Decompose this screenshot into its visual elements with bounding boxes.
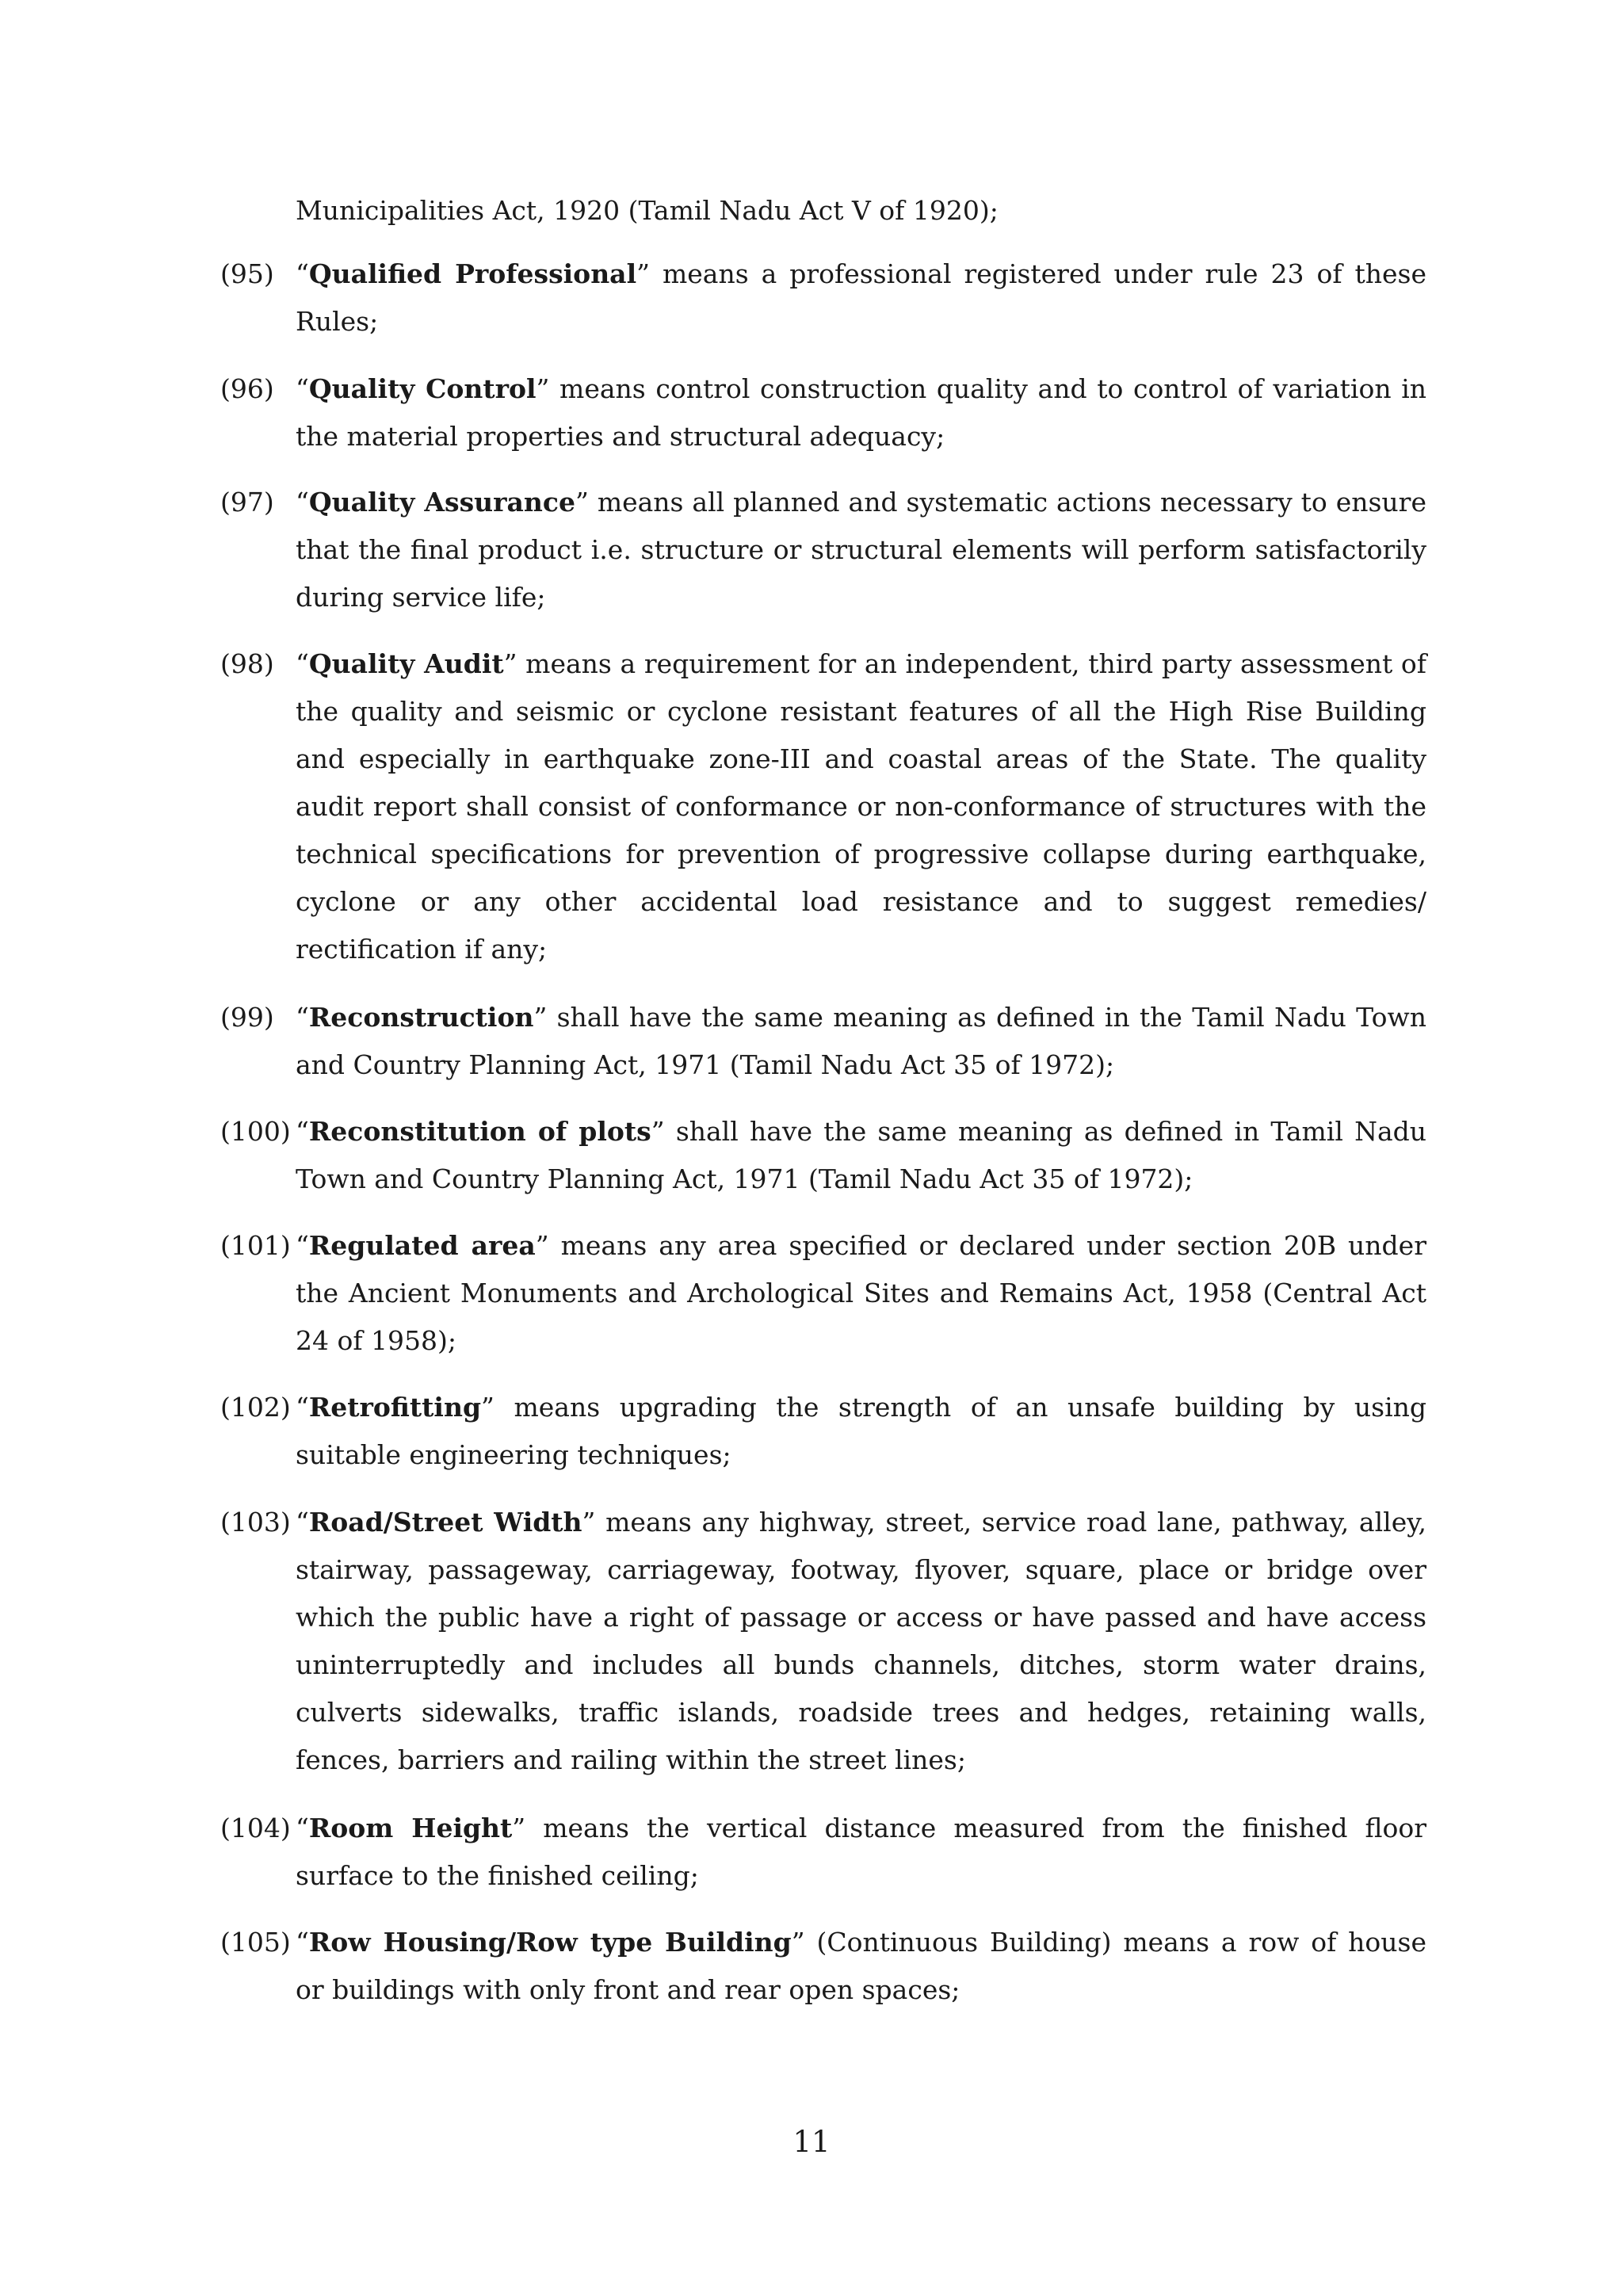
definition-text: means the vertical distance measured from the finished floor surface to the finished ceiling; [296,1813,1427,1891]
definition-term: Quality Control [308,373,537,404]
open-quote: “ [296,1116,309,1147]
definition-term: Retrofitting [308,1392,482,1423]
open-quote: “ [296,1230,309,1261]
close-quote: ” [481,1392,495,1423]
definition-text: means a requirement for an independent, third party assessment of the quality and seismic or cyclone resistant features of all the High Rise Building and especially in earthquake zone-III and coastal areas of the State. The quality audit report shall consist of conformance or non-conformance of structures with the technical specifications for prevention of progressive collapse during earthquake, cyclone or any other accidental load resistance and to suggest remedies/ rectification if any; [296,648,1426,965]
definition-text: means control construction quality and to control of variation in the material properties and structural adequacy; [296,373,1426,452]
close-quote: ” [535,1230,549,1261]
definition-body [296,1805,1426,1900]
definition-number: (104) [220,1813,291,1843]
definition-term: Reconstitution of plots [308,1116,651,1147]
definition-body [296,479,1426,621]
open-quote: “ [296,1927,309,1958]
close-quote: ” [636,258,650,289]
definition-body [296,640,1426,973]
definition-body [296,1108,1426,1203]
open-quote: “ [296,1507,309,1538]
definition-number: (95) [220,258,274,289]
definition-number: (99) [220,1002,274,1033]
definition-term: Reconstruction [308,1002,534,1033]
definition-number: (105) [220,1927,291,1958]
definition-term: Quality Assurance [308,487,576,518]
definition-term: Qualified Professional [308,258,637,289]
definition-body [296,1499,1426,1784]
definition-number: (98) [220,648,274,679]
close-quote: ” [503,648,517,679]
open-quote: “ [296,648,309,679]
close-quote: ” [512,1813,526,1843]
definition-body [296,365,1426,460]
definition-body [296,1919,1426,2014]
definition-body [296,994,1426,1089]
definition-number: (102) [220,1392,291,1423]
open-quote: “ [296,373,309,404]
definition-text: means all planned and systematic actions necessary to ensure that the final product i.e. structure or structural elements will perform satisfactorily during service life; [296,487,1426,613]
definition-text: means upgrading the strength of an unsafe building by using suitable engineering techniques; [296,1392,1426,1470]
definition-number: (101) [220,1230,291,1261]
definition-text: (Continuous Building) means a row of house or buildings with only front and rear open spaces; [296,1927,1426,2005]
definition-text: shall have the same meaning as defined in Tamil Nadu Town and Country Planning Act, 1971 (Tamil Nadu Act 35 of 1972); [296,1116,1426,1194]
definition-body [296,250,1426,346]
close-quote: ” [582,1507,596,1538]
close-quote: ” [533,1002,548,1033]
continuation-text: Municipalities Act, 1920 (Tamil Nadu Act V of 1920); [296,195,999,226]
open-quote: “ [296,487,309,518]
definition-number: (103) [220,1507,291,1538]
definition-text: shall have the same meaning as defined in the Tamil Nadu Town and Country Planning Act, 1971 (Tamil Nadu Act 35 of 1972); [296,1002,1426,1080]
definition-text: means any highway, street, service road lane, pathway, alley, stairway, passageway, carriageway, footway, flyover, square, place or bridge over which the public have a right of passage or access or have passed and have access uninterruptedly and includes all bunds channels, ditches, storm water drains, culverts sidewalks, traffic islands, roadside trees and hedges, retaining walls, fences, barriers and railing within the street lines; [296,1507,1426,1775]
close-quote: ” [791,1927,805,1958]
definition-body [296,1384,1426,1479]
definition-term: Regulated area [308,1230,536,1261]
definition-number: (96) [220,373,274,404]
definition-number: (97) [220,487,274,518]
close-quote: ” [536,373,550,404]
open-quote: “ [296,258,309,289]
close-quote: ” [651,1116,665,1147]
definition-number: (100) [220,1116,291,1147]
definition-term: Row Housing/Row type Building [308,1927,792,1958]
definition-body [296,1222,1426,1365]
definition-text: means a professional registered under rule 23 of these Rules; [296,258,1427,337]
open-quote: “ [296,1392,309,1423]
open-quote: “ [296,1813,309,1843]
close-quote: ” [575,487,589,518]
definition-text: means any area specified or declared under section 20B under the Ancient Monuments and Archological Sites and Remains Act, 1958 (Central Act 24 of 1958); [296,1230,1426,1356]
definition-term: Road/Street Width [308,1507,582,1538]
definition-term: Room Height [308,1813,513,1843]
page-number: 11 [792,2125,831,2159]
definition-term: Quality Audit [308,648,504,679]
open-quote: “ [296,1002,309,1033]
